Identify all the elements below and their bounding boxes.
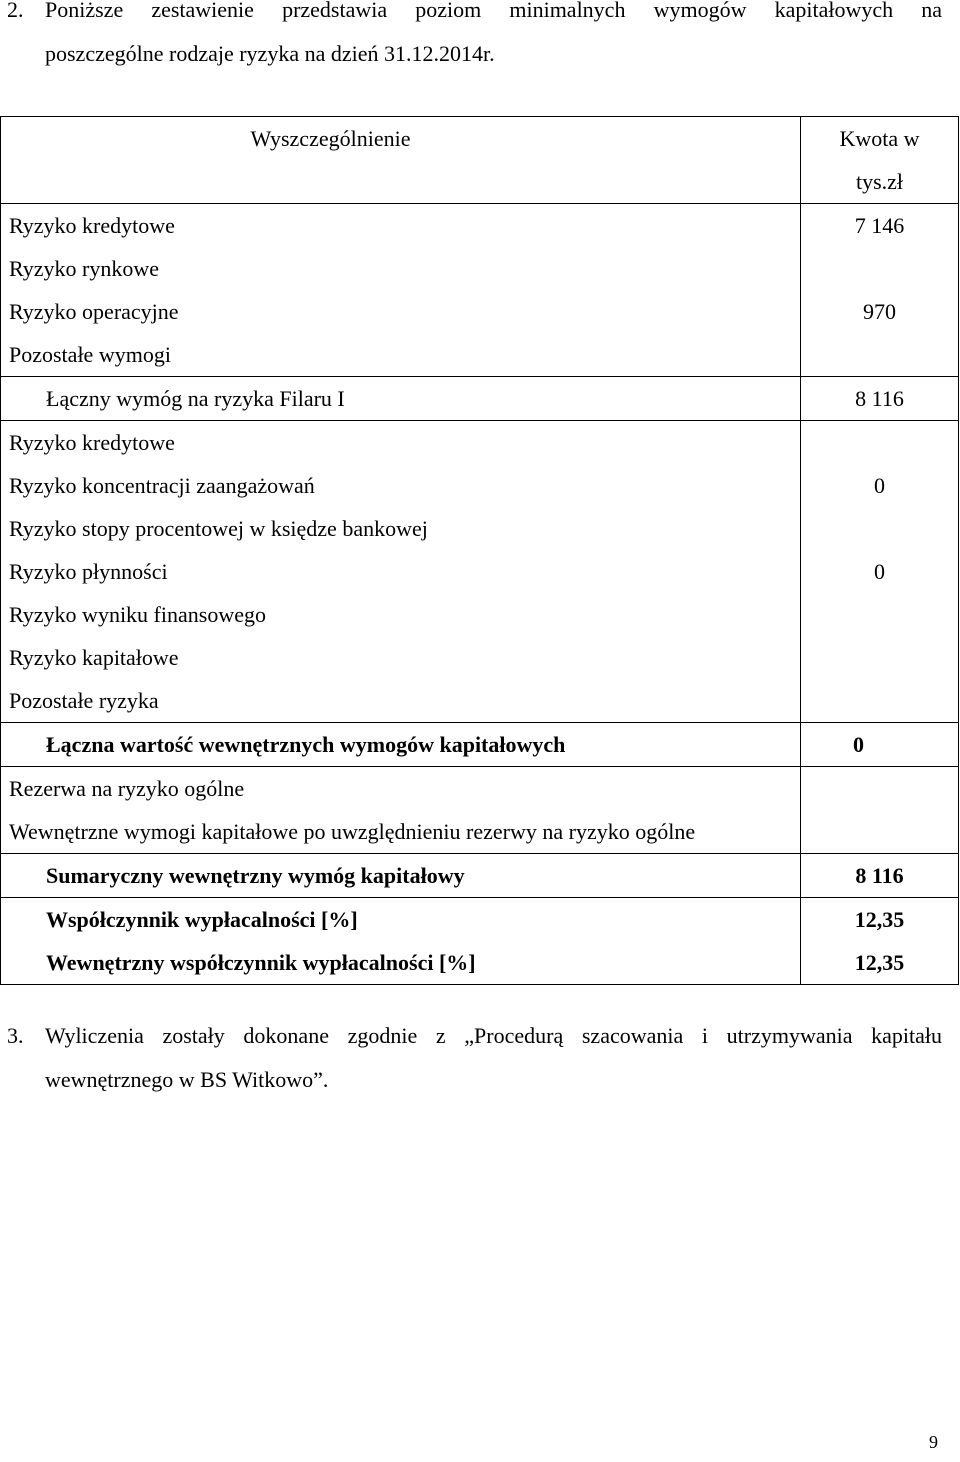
- internal-total-value-cell: [801, 723, 959, 767]
- list-item: Ryzyko koncentracji zaangażowań: [9, 473, 315, 498]
- list-item: Ryzyko stopy procentowej w księdze bankowej: [9, 516, 428, 541]
- list-item: Pozostałe ryzyka: [9, 688, 159, 713]
- value: 970: [863, 299, 896, 324]
- table-row-reserve: [1, 767, 959, 854]
- value: [801, 247, 958, 290]
- table-row-pillar1-total: [1, 377, 959, 421]
- value: [801, 636, 958, 679]
- summary-value: 8 116: [855, 863, 904, 888]
- table-header-row: [1, 117, 959, 204]
- paragraph-line: Poniższe zestawienie przedstawia poziom minimalnych wymogów kapitałowych na: [45, 0, 942, 22]
- table-row-pillar1-items: [1, 204, 959, 377]
- capital-requirements-table: [0, 116, 959, 985]
- value: [801, 593, 958, 636]
- table-row-internal-items: [1, 421, 959, 723]
- summary-label: Sumaryczny wewnętrzny wymóg kapitałowy: [46, 863, 465, 888]
- value: 0: [874, 473, 885, 498]
- pillar1-items-cell: [1, 204, 801, 377]
- list-item: Wewnętrzne wymogi kapitałowe po uwzględnieniu rezerwy na ryzyko ogólne: [9, 819, 696, 844]
- pillar1-total-label: Łączny wymóg na ryzyka Filaru I: [46, 386, 345, 411]
- paragraph-line: poszczególne rodzaje ryzyka na dzień 31.12.2014r.: [45, 41, 495, 66]
- header-description-label: Wyszczególnienie: [250, 126, 411, 151]
- list-item: Pozostałe wymogi: [9, 342, 171, 367]
- list-item: Ryzyko kapitałowe: [9, 645, 179, 670]
- internal-total-value: 0: [853, 732, 864, 757]
- header-description: [1, 117, 801, 204]
- paragraph-2: [7, 0, 942, 76]
- list-item: Ryzyko kredytowe: [9, 430, 175, 455]
- internal-total-label-cell: [1, 723, 801, 767]
- ratios-label-cell: [1, 898, 801, 985]
- pillar1-total-value-cell: [801, 377, 959, 421]
- internal-solvency-ratio-label: Wewnętrzny współczynnik wypłacalności [%]: [46, 950, 476, 975]
- internal-values-cell: [801, 421, 959, 723]
- list-item: Ryzyko wyniku finansowego: [9, 602, 266, 627]
- solvency-ratio-label: Współczynnik wypłacalności [%]: [46, 907, 358, 932]
- list-item: Ryzyko kredytowe: [9, 213, 175, 238]
- value: [801, 333, 958, 376]
- table-row-internal-total: [1, 723, 959, 767]
- paragraph-number: 3.: [7, 1023, 24, 1048]
- paragraph-line: wewnętrznego w BS Witkowo”.: [45, 1067, 329, 1092]
- summary-value-cell: [801, 854, 959, 898]
- page-number: 9: [929, 1432, 938, 1452]
- summary-label-cell: [1, 854, 801, 898]
- list-item: Ryzyko operacyjne: [9, 299, 179, 324]
- value: [801, 679, 958, 722]
- pillar1-values-cell: [801, 204, 959, 377]
- paragraph-number: 2.: [7, 0, 24, 22]
- ratios-value-cell: [801, 898, 959, 985]
- paragraph-3: [7, 1014, 942, 1102]
- list-item: Rezerwa na ryzyko ogólne: [9, 776, 245, 801]
- value: 7 146: [854, 213, 905, 238]
- header-amount-line2: tys.zł: [855, 169, 904, 194]
- header-amount: [801, 117, 959, 204]
- value: 0: [874, 559, 885, 584]
- paragraph-line: Wyliczenia zostały dokonane zgodnie z „Procedurą szacowania i utrzymywania kapitału: [45, 1023, 942, 1048]
- pillar1-total-value: 8 116: [855, 386, 904, 411]
- table-row-ratios: [1, 898, 959, 985]
- pillar1-total-label-cell: [1, 377, 801, 421]
- solvency-ratio-value: 12,35: [854, 907, 905, 932]
- value: [801, 507, 958, 550]
- internal-total-label: Łączna wartość wewnętrznych wymogów kapitałowych: [46, 732, 566, 757]
- list-item: Ryzyko płynności: [9, 559, 168, 584]
- internal-solvency-ratio-value: 12,35: [854, 950, 905, 975]
- internal-items-cell: [1, 421, 801, 723]
- reserve-values-cell: [801, 767, 959, 854]
- header-amount-line1: Kwota w: [839, 126, 920, 151]
- reserve-items-cell: [1, 767, 801, 854]
- table-row-summary: [1, 854, 959, 898]
- value: [801, 421, 958, 464]
- list-item: Ryzyko rynkowe: [9, 256, 160, 281]
